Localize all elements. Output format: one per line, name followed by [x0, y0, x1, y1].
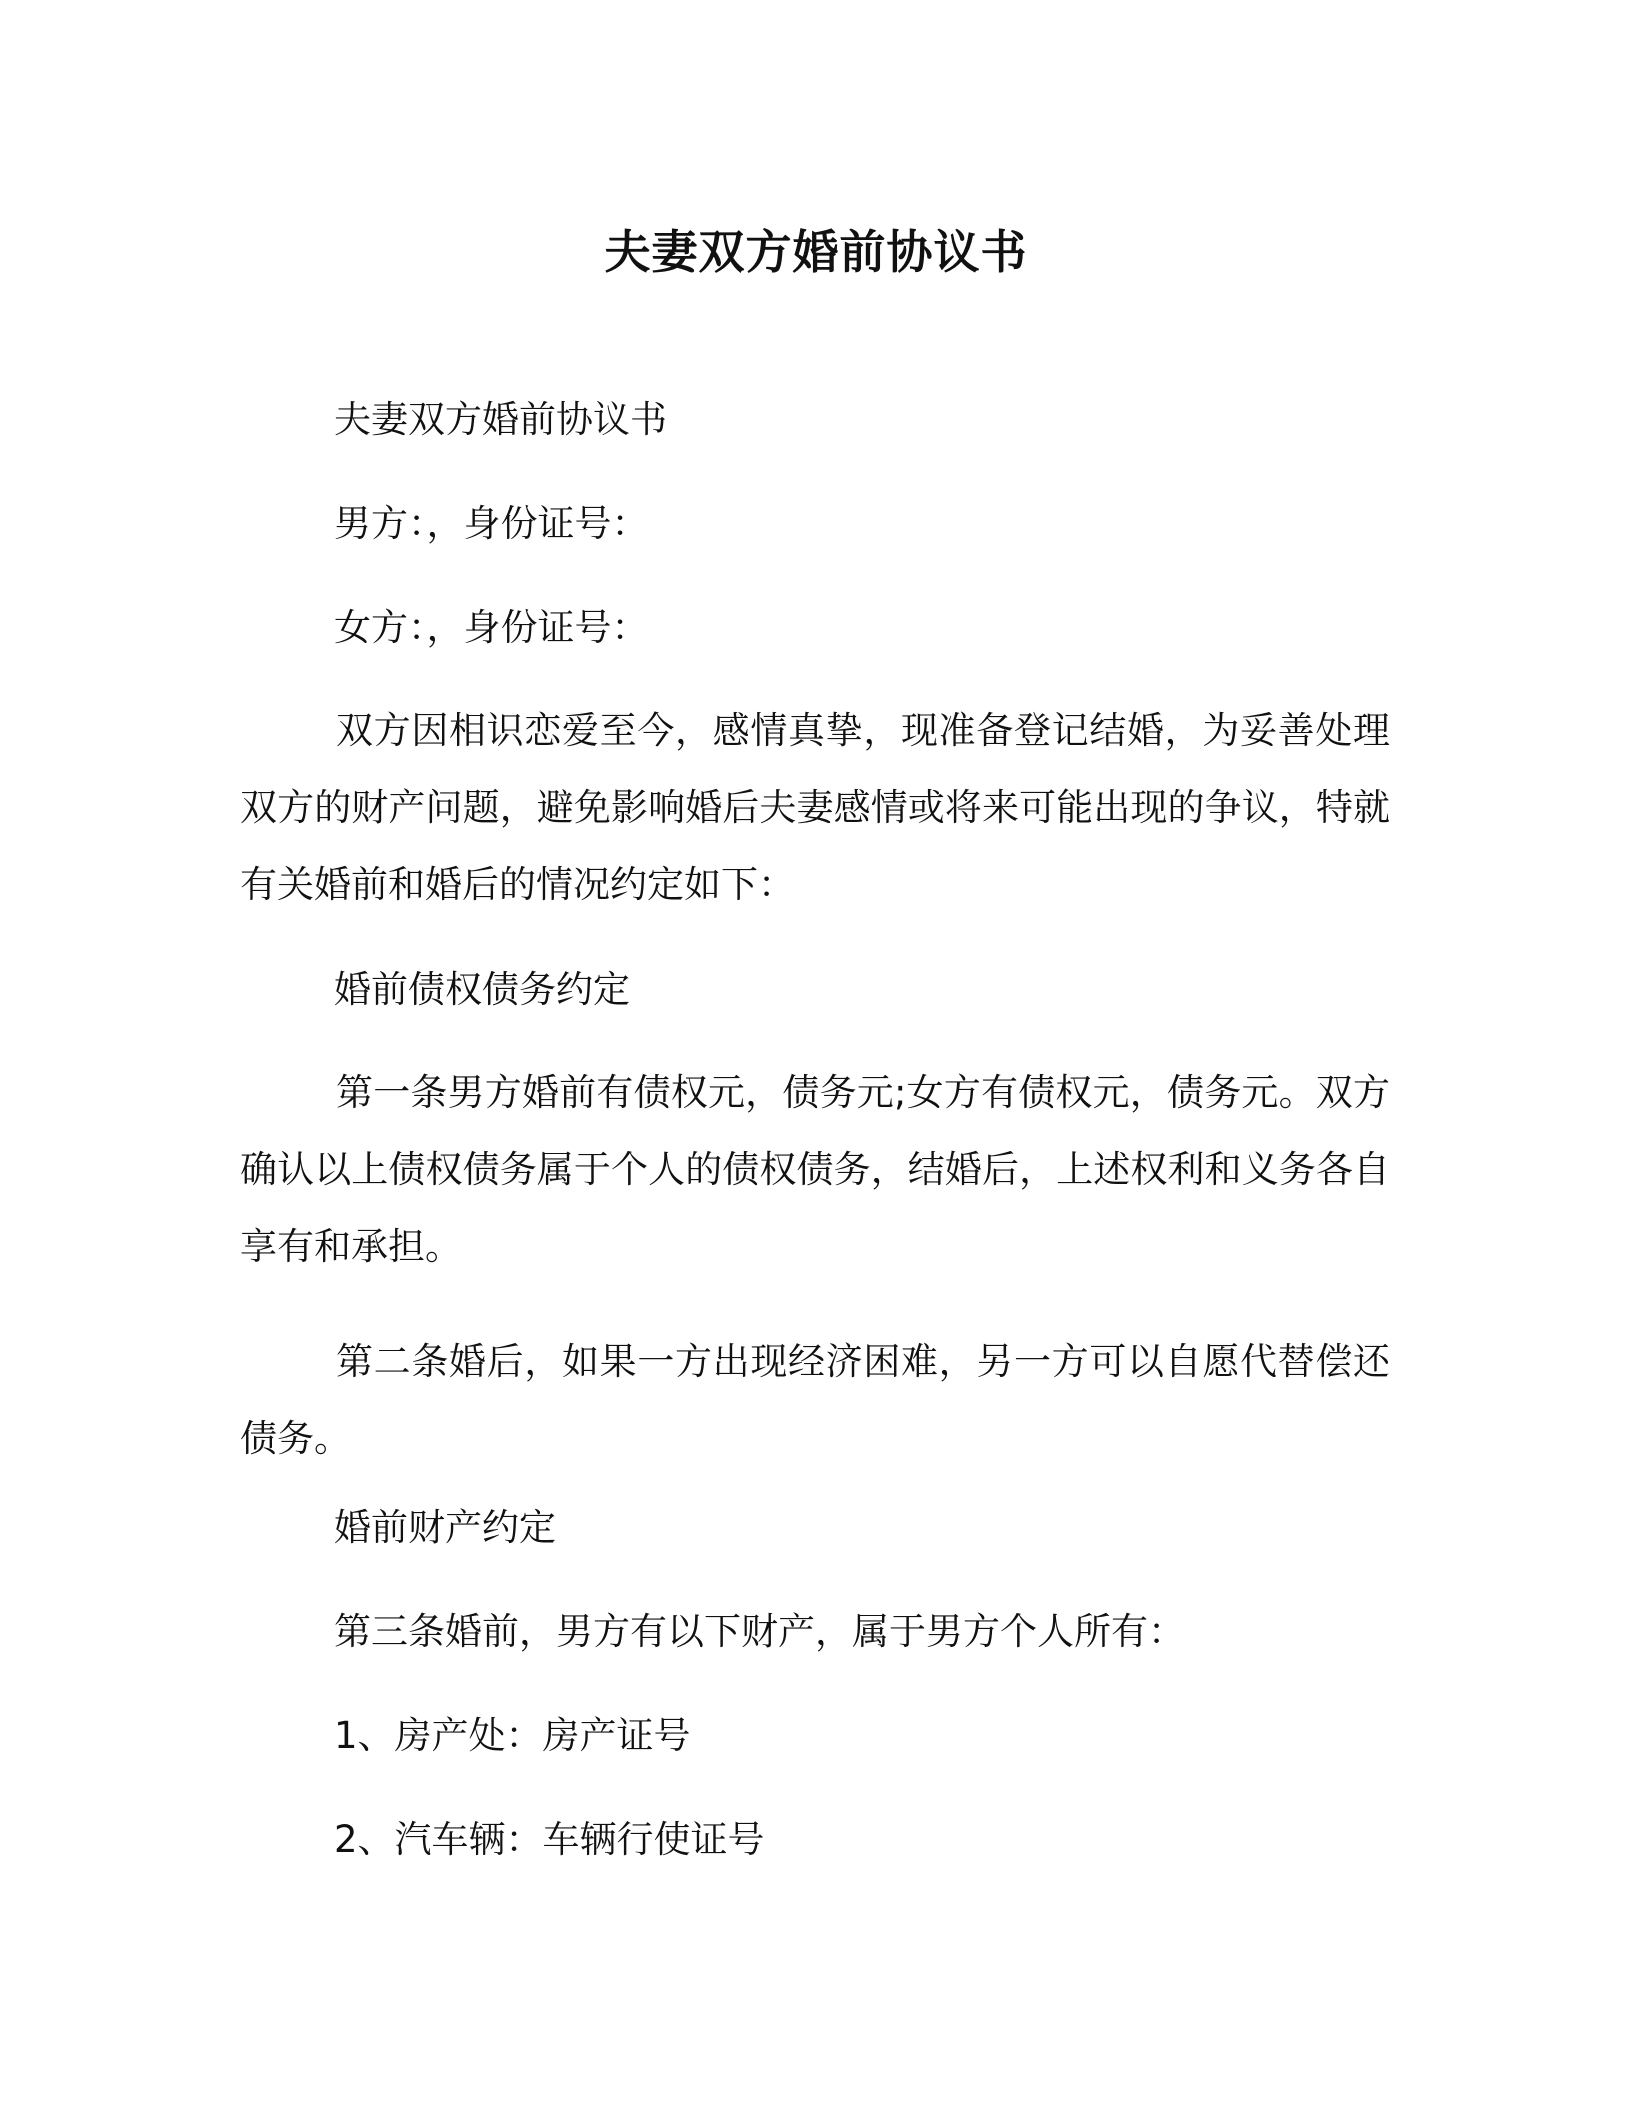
- document-title: 夫妻双方婚前协议书: [604, 225, 1028, 279]
- article-2-paragraph: 第二条婚后，如果一方出现经济困难，另一方可以自愿代替偿还债务。: [240, 1340, 1390, 1460]
- property-section-heading: 婚前财产约定: [334, 1506, 556, 1549]
- article-1-paragraph: 第一条男方婚前有债权元，债务元;女方有债权元，债务元。双方确认以上债权债务属于个人的债权债务，结婚后，上述权利和义务各自享有和承担。: [240, 1071, 1390, 1268]
- article-3-paragraph: 第三条婚前，男方有以下财产，属于男方个人所有：: [334, 1610, 1185, 1653]
- female-party-line: 女方：，身份证号：: [334, 606, 649, 649]
- document-subtitle: 夫妻双方婚前协议书: [334, 398, 667, 441]
- property-item-2: 2、汽车辆：车辆行使证号: [334, 1818, 765, 1861]
- preamble-paragraph: 双方因相识恋爱至今，感情真挚，现准备登记结婚，为妥善处理双方的财产问题，避免影响婚后夫妻感情或将来可能出现的争议，特就有关婚前和婚后的情况约定如下：: [240, 709, 1390, 906]
- debt-section-heading: 婚前债权债务约定: [334, 968, 630, 1011]
- male-party-line: 男方：，身份证号：: [334, 502, 649, 545]
- property-item-1: 1、房产处：房产证号: [334, 1714, 691, 1757]
